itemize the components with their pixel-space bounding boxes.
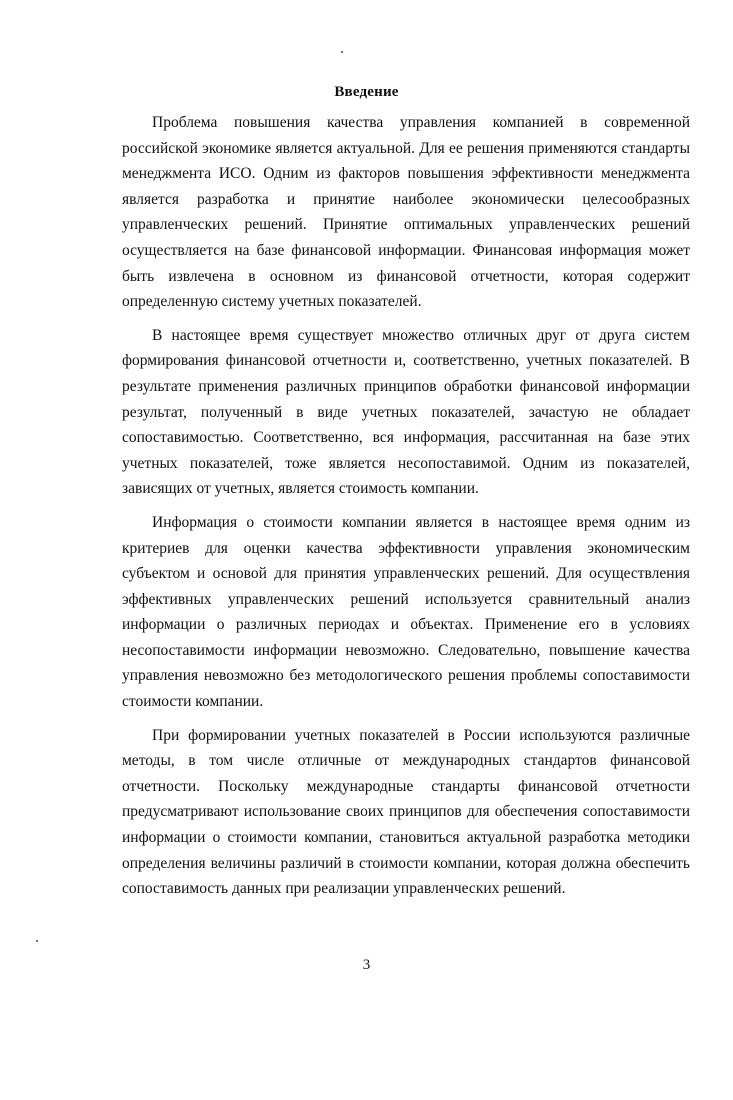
paragraph: Информация о стоимости компании является в настоящее время одним из критериев для оценки качества эффективности управления экономическим субъектом и основой для принятия управленческих решений. Для осуществления эффективных управленческих решений используется сравнительный анализ информации о различных периодах и объектах. Применение его в условиях несопоставимости информации невозможно. Следовательно, повышение качества управления невозможно без методологического решения проблемы сопоставимости стоимости компании. — [122, 513, 690, 711]
document-body — [122, 110, 690, 902]
paragraph: Проблема повышения качества управления компанией в современной российской экономике является актуальной. Для ее решения применяются стандарты менеджмента ИСО. Одним из факторов повышения эффективности менеджмента является разработка и принятие наиболее экономически целесообразных управленческих решений. Принятие оптимальных управленческих решений осуществляется на базе финансовой информации. Финансовая информация может быть извлечена в основном из финансовой отчетности, которая содержит определенную систему учетных показателей. — [122, 114, 690, 311]
document-title: Введение — [334, 84, 399, 100]
paragraph: При формировании учетных показателей в России используются различные методы, в том числе отличные от международных стандартов финансовой отчетности. Поскольку международные стандарты финансовой отчетности предусматривают использование своих принципов для обеспечения сопоставимости информации о стоимости компании, становиться актуальной разработка методики определения величины различий в стоимости компании, которая должна обеспечить сопоставимость данных при реализации управленческих решений. — [122, 726, 690, 898]
scan-speck-top — [341, 51, 343, 53]
paragraph: В настоящее время существует множество отличных друг от друга систем формирования финансовой отчетности и, соответственно, учетных показателей. В результате применения различных принципов обработки финансовой информации результат, полученный в виде учетных показателей, зачастую не обладает сопоставимостью. Соответственно, вся информация, рассчитанная на базе этих учетных показателей, тоже является несопоставимой. Одним из показателей, зависящих от учетных, является стоимость компании. — [122, 326, 690, 498]
scan-speck-left — [36, 940, 38, 942]
page-number: 3 — [362, 957, 371, 973]
